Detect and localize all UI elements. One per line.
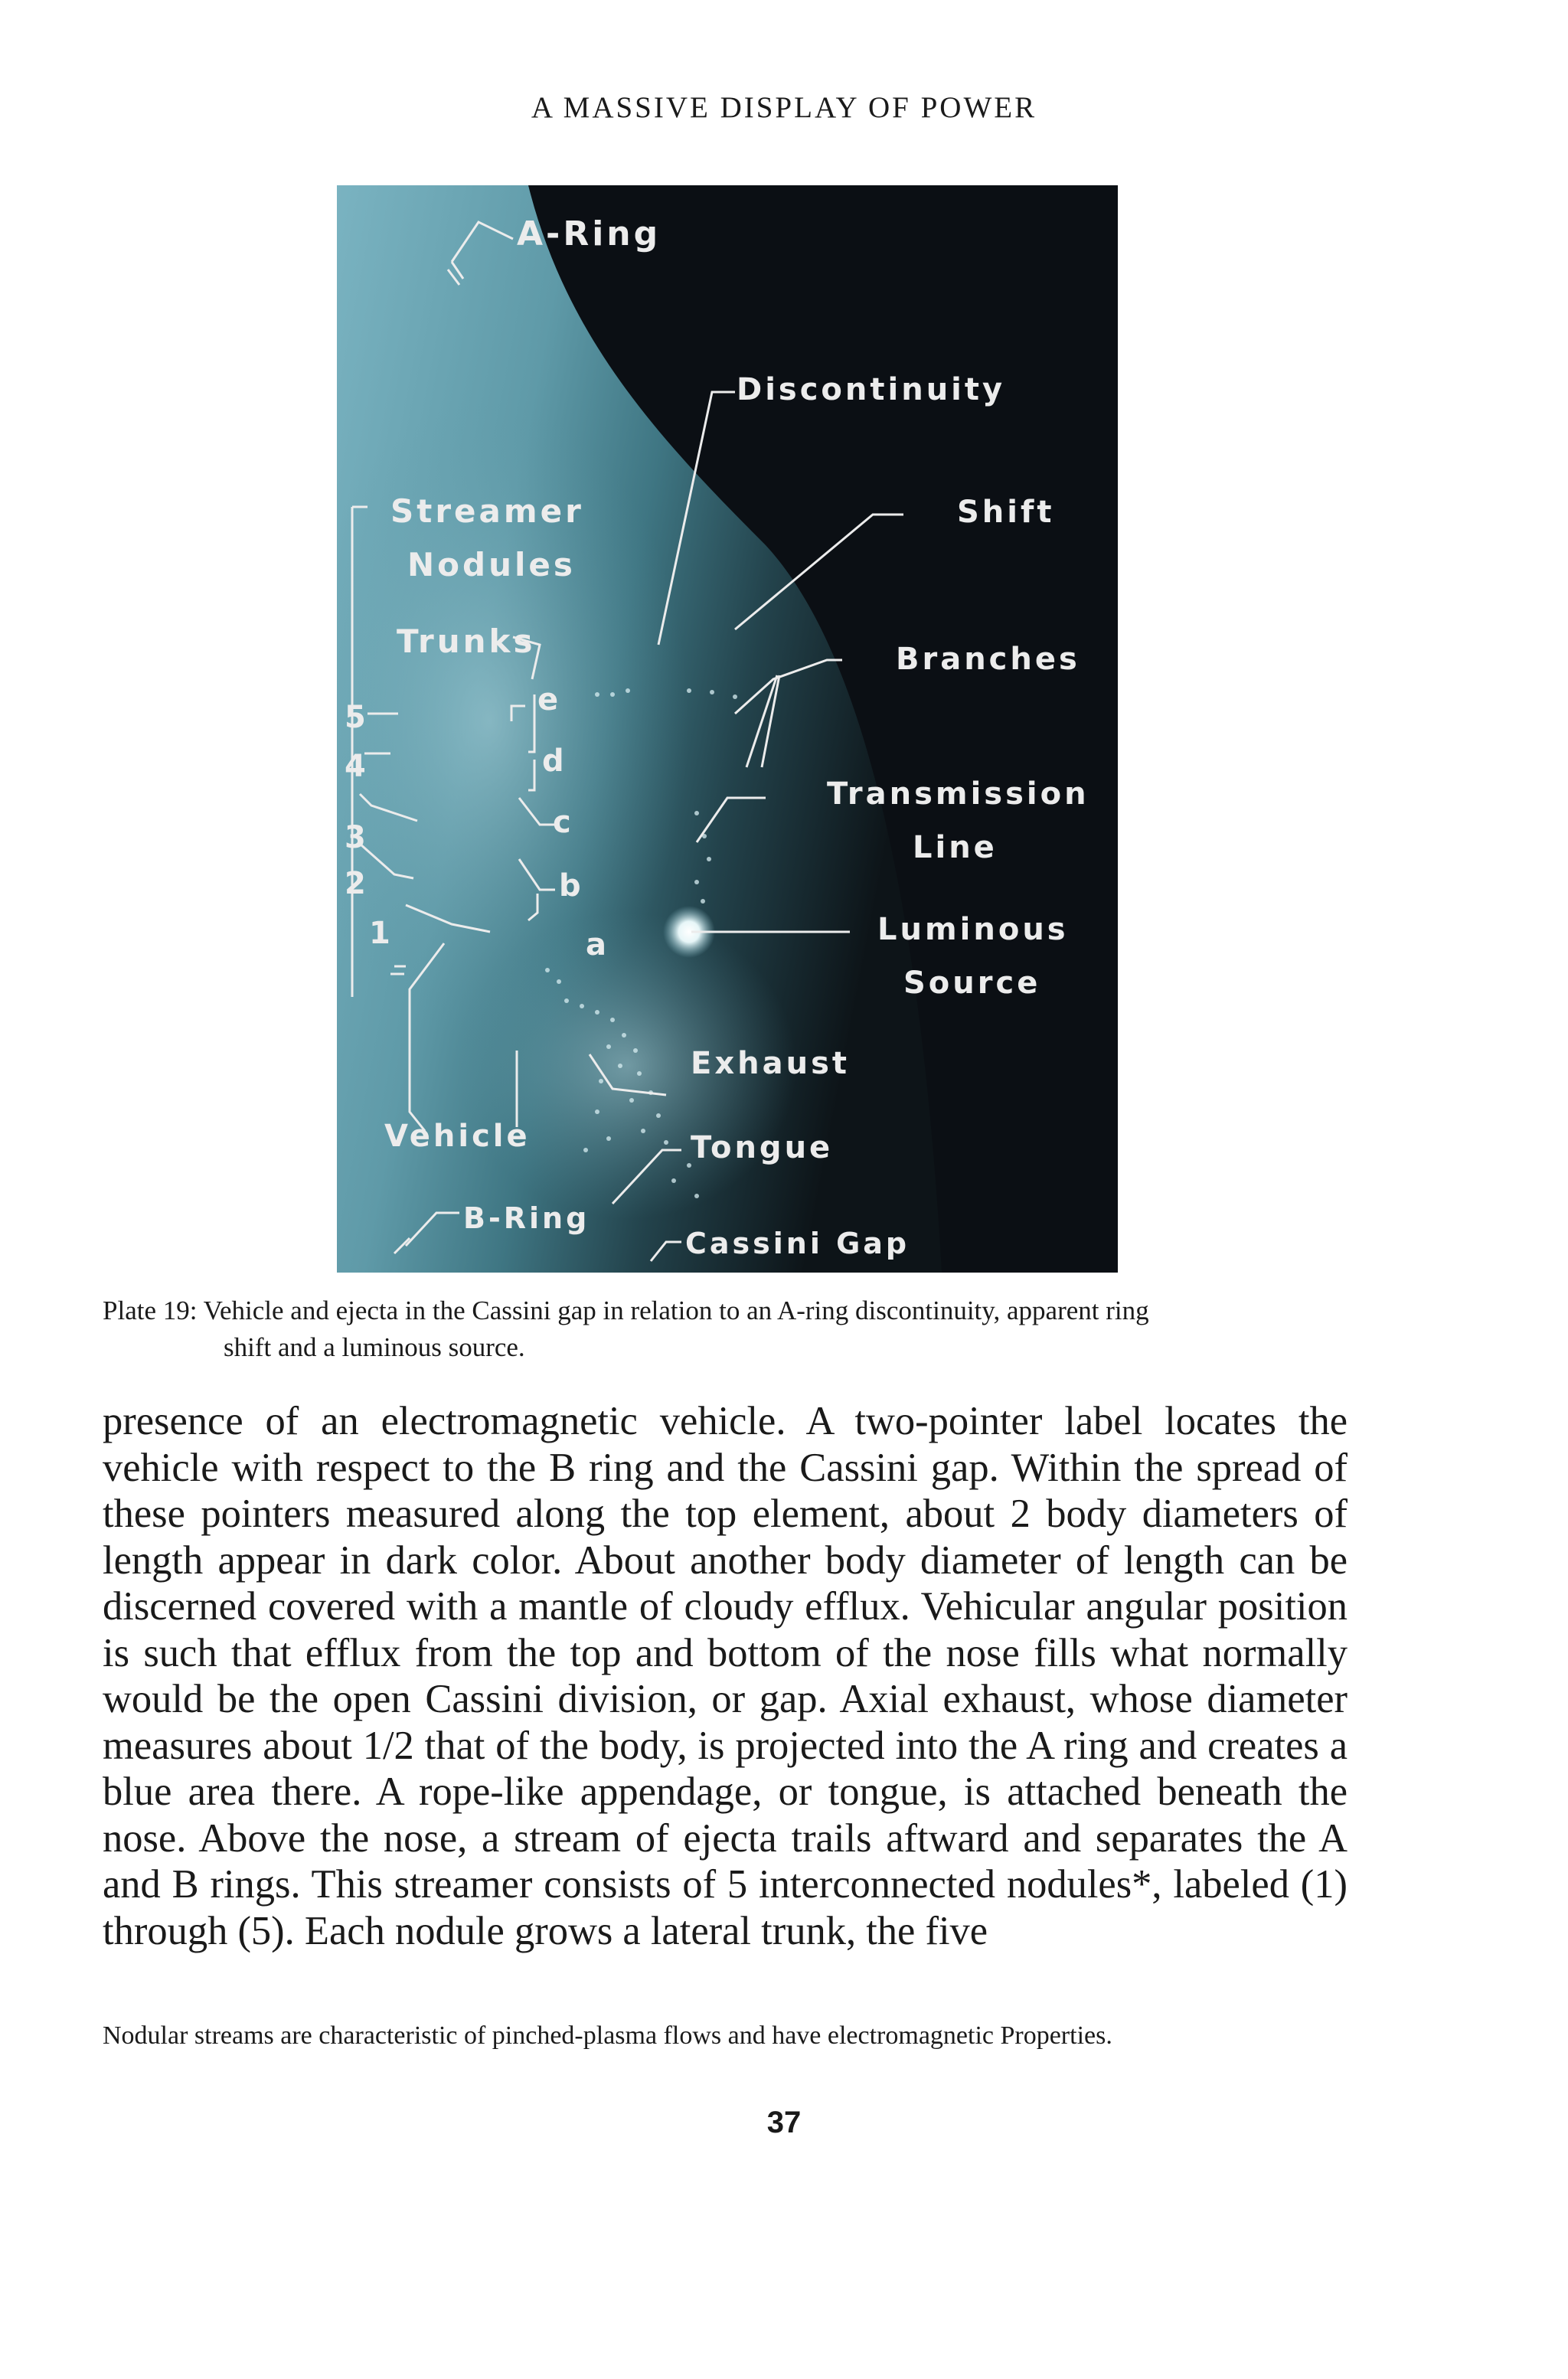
label-trunk-e: e — [537, 682, 562, 717]
label-source: Source — [903, 966, 1041, 1001]
plate-photograph — [337, 185, 1118, 1273]
label-trunk-a: a — [586, 927, 609, 962]
label-nodules: Nodules — [407, 546, 576, 583]
label-trunk-b: b — [559, 868, 584, 904]
label-b-ring: B-Ring — [463, 1201, 590, 1235]
body-paragraph: presence of an electromagnetic vehicle. A two-pointer label locates the vehicle with respect to the B ring and the Cassini gap. Within the spread of these pointers measured along the top element, about 2 body diameters of length appear in dark color. About another body diameter of length can be discerned covered with a mantle of cloudy efflux. Vehicular angular position is such that efflux from the top and bottom of the nose fills what normally would be the open Cassini division, or gap. Axial exhaust, whose diameter measures about 1/2 that of the body, is projected into the A ring and creates a blue area there. A rope-like appendage, or tongue, is attached beneath the nose. Above the nose, a stream of ejecta trails aftward and separates the A and B rings. This streamer consists of 5 interconnected nodules*, labeled (1) through (5). Each nodule grows a lateral trunk, the five — [103, 1399, 1348, 1953]
label-nodule-3: 3 — [345, 820, 369, 855]
label-cassini-gap: Cassini Gap — [685, 1227, 910, 1260]
body-text — [103, 1398, 1348, 1954]
label-vehicle: Vehicle — [384, 1119, 531, 1154]
label-line: Line — [913, 830, 998, 865]
running-head: A MASSIVE DISPLAY OF POWER — [531, 91, 1037, 124]
page-number: 37 — [766, 2106, 802, 2139]
label-nodule-2: 2 — [345, 866, 369, 901]
label-tongue: Tongue — [691, 1130, 834, 1165]
caption-line-2: shift and a luminous source. — [224, 1332, 525, 1362]
label-shift: Shift — [957, 495, 1055, 530]
label-transmission: Transmission — [827, 776, 1089, 812]
label-exhaust: Exhaust — [691, 1046, 850, 1081]
label-streamer: Streamer — [390, 492, 584, 530]
label-trunk-d: d — [542, 743, 567, 779]
footnote: Nodular streams are characteristic of pinched-plasma flows and have electromagnetic Properties. — [103, 2021, 1112, 2050]
label-nodule-1: 1 — [369, 916, 394, 951]
label-branches: Branches — [896, 642, 1080, 677]
label-trunks: Trunks — [397, 623, 536, 660]
label-luminous: Luminous — [877, 912, 1069, 947]
label-nodule-4: 4 — [345, 749, 369, 784]
caption-number: Plate 19: — [103, 1296, 198, 1325]
label-trunk-c: c — [553, 805, 574, 840]
label-a-ring: A-Ring — [517, 214, 662, 253]
plate-image — [337, 185, 1118, 1273]
caption-line-1: Vehicle and ejecta in the Cassini gap in relation to an A-ring discontinuity, apparent ring — [203, 1296, 1149, 1325]
plate-caption — [103, 1292, 1358, 1366]
label-nodule-5: 5 — [345, 700, 369, 735]
label-discontinuity: Discontinuity — [737, 372, 1006, 407]
